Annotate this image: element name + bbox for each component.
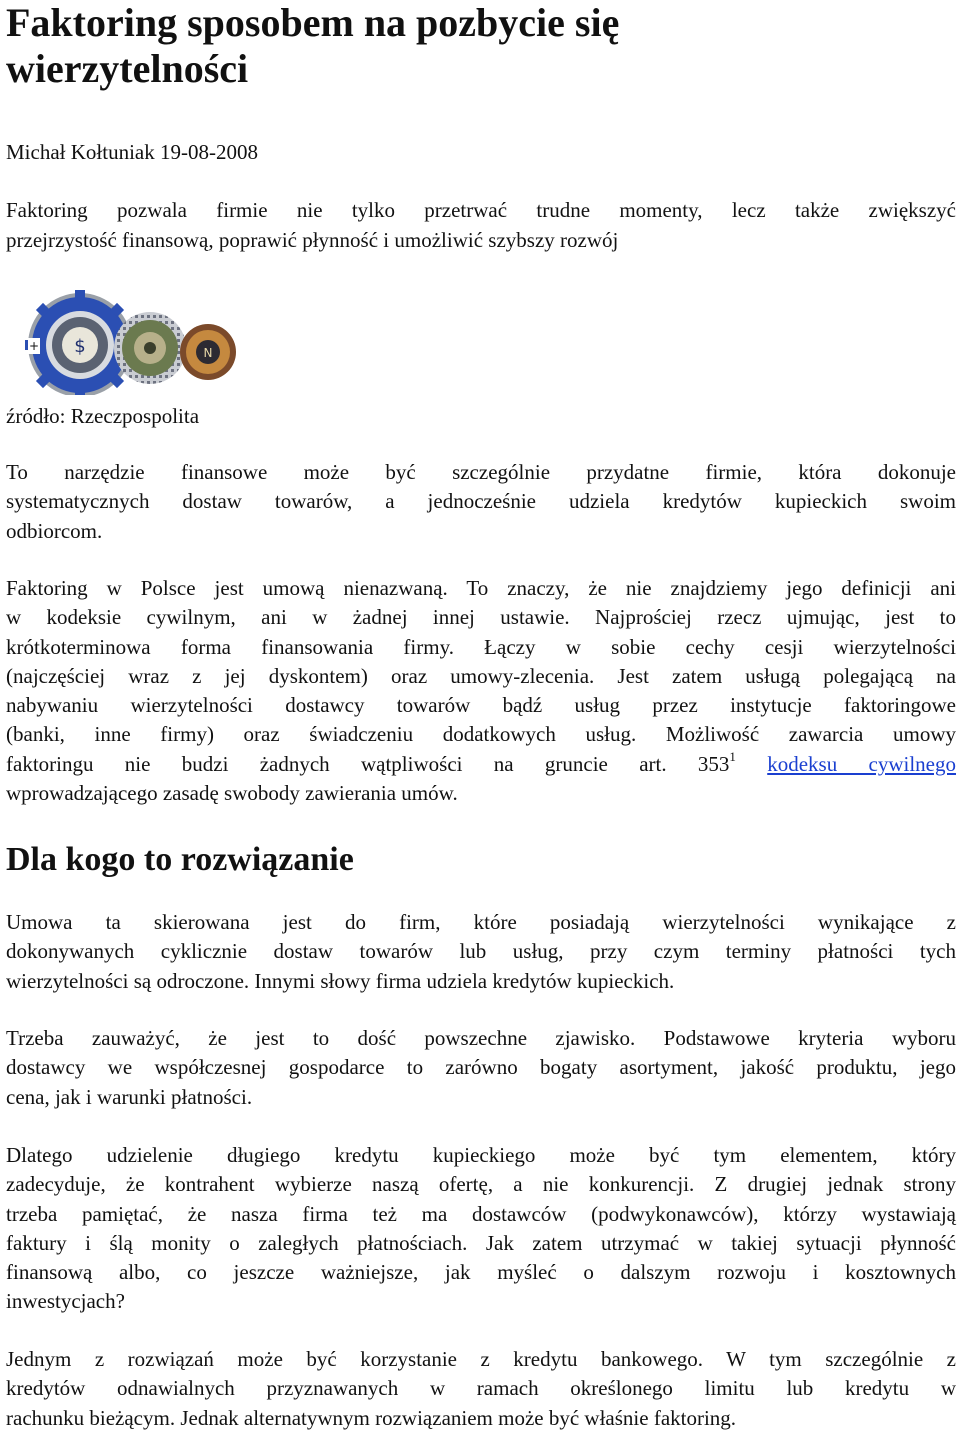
lead-line: przejrzystość finansową, poprawić płynność i umożliwić szybszy rozwój	[6, 228, 619, 252]
civil-code-link[interactable]: kodeksu cywilnego	[767, 751, 956, 776]
paragraph-line: dostawcy we współczesnej gospodarce to zarówno bogaty asortyment, jakość produktu, jego	[6, 1055, 956, 1080]
paragraph-text: faktoringu nie budzi żadnych wątpliwości na gruncie art. 353	[6, 751, 730, 776]
paragraph-line: To narzędzie finansowe może być szczególnie przydatne firmie, która dokonuje	[6, 460, 956, 484]
paragraph-2	[6, 574, 956, 808]
svg-text:N: N	[203, 346, 213, 360]
paragraph-line: trzeba pamiętać, że nasza firma też ma dostawców (podwykonawców), którzy wystawiają	[6, 1201, 956, 1226]
paragraph-line: odbiorcom.	[6, 518, 103, 543]
paragraph-line: Dlatego udzielenie długiego kredytu kupieckiego może być tym elementem, który	[6, 1143, 956, 1167]
paragraph-line: wprowadzającego zasadę swobody zawierania umów.	[6, 781, 458, 806]
article-title: Faktoring sposobem na pozbycie się wierzytelności	[6, 0, 620, 91]
paragraph-line: finansową albo, co jeszcze ważniejsze, jak myśleć o dalszym rozwoju i kosztownych	[6, 1260, 956, 1285]
paragraph-line: kredytów odnawialnych przyznawanych w ramach określonego limitu lub kredytu w	[6, 1376, 956, 1401]
paragraph-line: (banki, inne firmy) oraz świadczeniu dodatkowych usług. Możliwość zawarcia umowy	[6, 722, 956, 747]
section-heading: Dla kogo to rozwiązanie	[6, 841, 354, 878]
paragraph-line: dokonywanych cyklicznie dostaw towarów lub usług, przy czym terminy płatności tych	[6, 939, 956, 964]
paragraph-line-with-link	[6, 750, 956, 779]
paragraph-4	[6, 1024, 956, 1112]
paragraph-line: Jednym z rozwiązań może być korzystanie z kredytu bankowego. W tym szczególnie z	[6, 1347, 956, 1371]
paragraph-line: cena, jak i warunki płatności.	[6, 1084, 253, 1109]
paragraph-line: Faktoring w Polsce jest umową nienazwaną. To znaczy, że nie znajdziemy jego definicji ani	[6, 576, 956, 600]
paragraph-line: rachunku bieżącym. Jednak alternatywnym rozwiązaniem może być właśnie faktoring.	[6, 1405, 737, 1430]
image-source-caption: źródło: Rzeczpospolita	[6, 404, 200, 428]
paragraph-line: Trzeba zauważyć, że jest to dość powszechne zjawisko. Podstawowe kryteria wyboru	[6, 1026, 956, 1050]
paragraph-line: inwestycjach?	[6, 1289, 125, 1314]
paragraph-3	[6, 908, 956, 996]
paragraph-5	[6, 1141, 956, 1317]
paragraph-line: wierzytelności są odroczone. Innymi słowy firma udziela kredytów kupieckich.	[6, 968, 675, 993]
article-lead	[6, 195, 956, 255]
svg-text:+: +	[28, 339, 40, 353]
svg-text:$: $	[74, 336, 86, 357]
paragraph-line: zadecyduje, że kontrahent wybierze naszą ofertę, a nie konkurencji. Z drugiej jednak strony	[6, 1172, 956, 1197]
article-byline: Michał Kołtuniak 19-08-2008	[6, 140, 258, 164]
paragraph-line: krótkoterminowa forma finansowania firmy. Łączy w sobie cechy cesji wierzytelności	[6, 634, 956, 659]
paragraph-line: w kodeksie cywilnym, ani w żadnej innej ustawie. Najprościej rzecz ujmując, jest to	[6, 605, 956, 630]
paragraph-line: faktury i ślą monity o zaległych płatnościach. Jak zatem utrzymać w takiej sytuacji płynność	[6, 1230, 956, 1255]
paragraph-line: nabywaniu wierzytelności dostawcy towarów bądź usług przez instytucje faktoringowe	[6, 693, 956, 718]
lead-line: Faktoring pozwala firmie nie tylko przetrwać trudne momenty, lecz także zwiększyć	[6, 198, 956, 222]
paragraph-line: Umowa ta skierowana jest do firm, które posiadają wierzytelności wynikające z	[6, 910, 956, 934]
paragraph-1	[6, 458, 956, 546]
paragraph-line: (najczęściej wraz z jej dyskontem) oraz umowy-zlecenia. Jest zatem usługą polegającą na	[6, 663, 956, 688]
superscript: 1	[729, 748, 736, 764]
paragraph-line: systematycznych dostaw towarów, a jednocześnie udziela kredytów kupieckich swoim	[6, 489, 956, 514]
gears-illustration	[20, 290, 240, 395]
paragraph-6	[6, 1345, 956, 1433]
gears-image-icon	[20, 290, 240, 395]
